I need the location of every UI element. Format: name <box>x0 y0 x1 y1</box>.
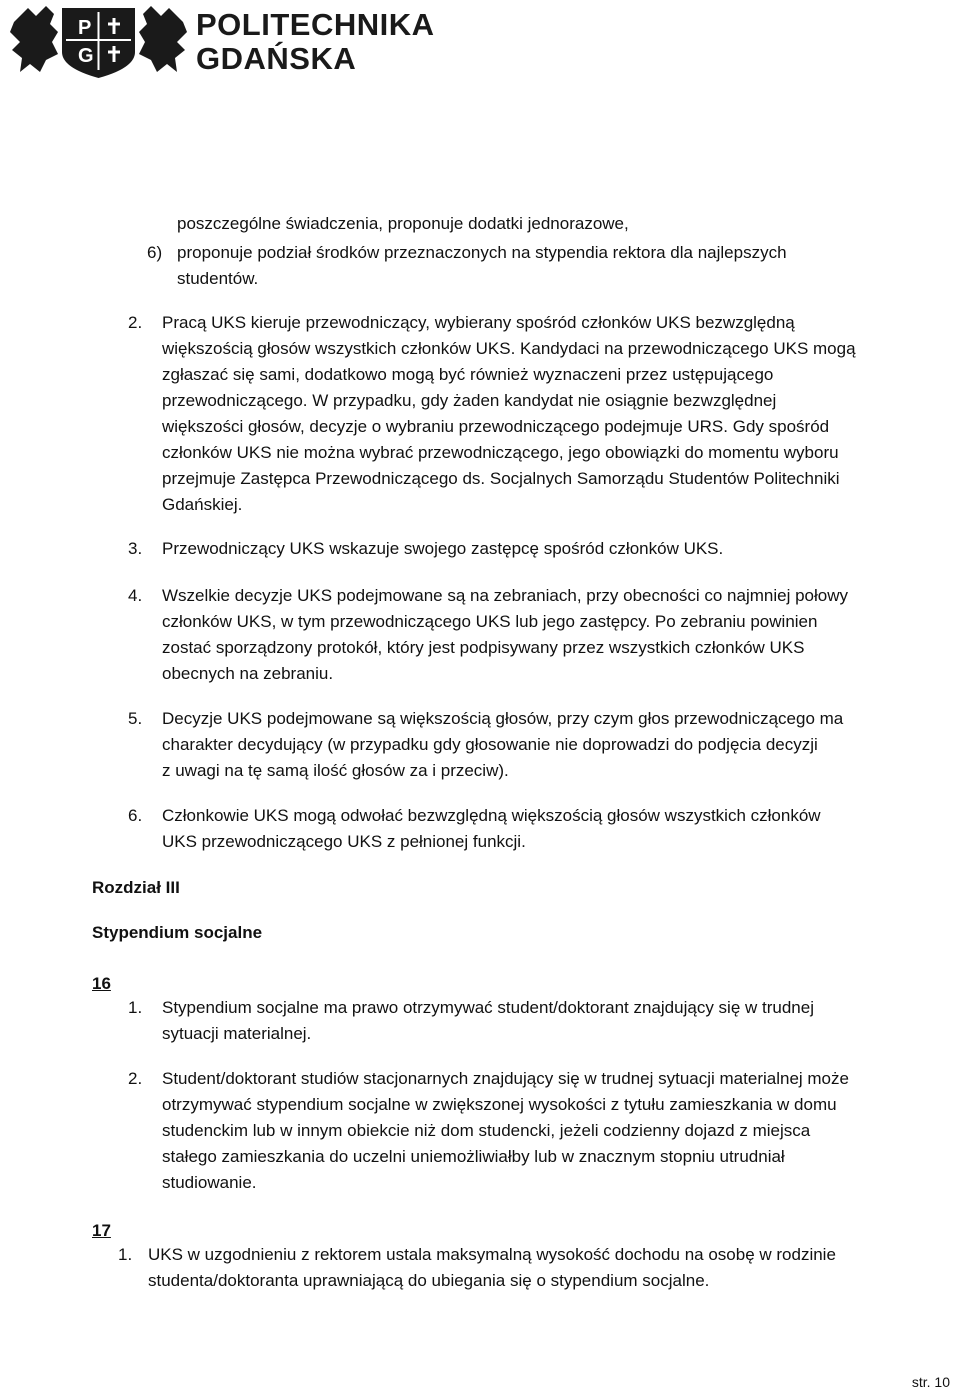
point-text: studiowanie. <box>162 1173 257 1192</box>
point-number: 6. <box>128 806 143 825</box>
point-text: zgłaszać się sami, dodatkowo mogą być również wyznaczeni przez ustępującego <box>162 365 774 384</box>
point-text: Decyzje UKS podejmowane są większością głosów, przy czym głos przewodniczącego ma <box>162 709 844 728</box>
point-text: Członkowie UKS mogą odwołać bezwzględną większością głosów wszystkich członków <box>162 806 821 825</box>
point-text: z uwagi na tę samą ilość głosów za i przeciw). <box>162 761 509 780</box>
griffin-shield-icon <box>6 2 191 80</box>
point-number: 3. <box>128 539 143 558</box>
logo-line-2: GDAŃSKA <box>196 41 357 76</box>
point-text: stałego zamieszkania do uczelni uniemożliwiałby lub w znacznym stopniu utrudniał <box>162 1147 785 1166</box>
point-text: Wszelkie decyzje UKS podejmowane są na zebraniach, przy obecności co najmniej połowy <box>162 586 849 605</box>
list-item-text: studentów. <box>177 269 259 288</box>
point-text: UKS w uzgodnieniu z rektorem ustala maksymalną wysokość dochodu na osobę w rodzinie <box>148 1245 836 1264</box>
university-logo <box>6 2 435 80</box>
point-text: Student/doktorant studiów stacjonarnych znajdujący się w trudnej sytuacji materialnej może <box>162 1069 849 1088</box>
point-number: 1. <box>118 1245 133 1264</box>
section-16-heading: 16 <box>92 974 111 993</box>
shield-letter-p: P <box>78 17 92 39</box>
point-text: UKS przewodniczącego UKS z pełnionej funkcji. <box>162 832 526 851</box>
point-text: Pracą UKS kieruje przewodniczący, wybierany spośród członków UKS bezwzględną <box>162 313 795 332</box>
page-number: str. 10 <box>911 1374 950 1390</box>
point-number: 5. <box>128 709 143 728</box>
logo-line-1: POLITECHNIKA <box>196 7 435 42</box>
point-number: 1. <box>128 998 143 1017</box>
point-text: członków UKS nie można wybrać przewodniczącego, jego obowiązki do momentu wyboru <box>162 443 839 462</box>
point-text: Przewodniczący UKS wskazuje swojego zastępcę spośród członków UKS. <box>162 539 724 558</box>
point-text: większości głosów, decyzje o wybraniu przewodniczącego podejmuje URS. Gdy spośród <box>162 417 830 436</box>
list-item-number: 6) <box>147 243 163 262</box>
point-text: większością głosów wszystkich członków UKS. Kandydaci na przewodniczącego UKS mogą <box>162 339 856 358</box>
point-number: 2. <box>128 313 143 332</box>
point-text: przewodniczącego. W przypadku, gdy żaden kandydat nie osiągnie bezwzględnej <box>162 391 777 410</box>
point-text: studenta/doktoranta uprawniającą do ubiegania się o stypendium socjalne. <box>148 1271 710 1290</box>
point-text: zostać sporządzony protokół, który jest podpisywany przez wszystkich członków UKS <box>162 638 805 657</box>
point-number: 2. <box>128 1069 143 1088</box>
point-text: członków UKS, w tym przewodniczącego UKS lub jego zastępcy. Po zebraniu powinien <box>162 612 818 631</box>
point-text: obecnych na zebraniu. <box>162 664 334 683</box>
point-number: 4. <box>128 586 143 605</box>
point-text: studenckim lub w innym obiekcie niż dom studencki, jeżeli codzienny dojazd z miejsca <box>162 1121 811 1140</box>
shield-letter-g: G <box>78 45 94 67</box>
point-text: Gdańskiej. <box>162 495 243 514</box>
point-text: otrzymywać stypendium socjalne w zwiększonej wysokości z tytułu zamieszkania w domu <box>162 1095 837 1114</box>
point-text: charakter decydujący (w przypadku gdy głosowanie nie doprowadzi do podjęcia decyzji <box>162 735 818 754</box>
point-text: sytuacji materialnej. <box>162 1024 312 1043</box>
list-item-continuation: poszczególne świadczenia, proponuje dodatki jednorazowe, <box>177 214 629 233</box>
section-17-heading: 17 <box>92 1221 111 1240</box>
chapter-title: Rozdział III <box>92 878 180 897</box>
point-text: przejmuje Zastępca Przewodniczącego ds. Socjalnych Samorządu Studentów Politechniki <box>162 469 840 488</box>
logo-wordmark <box>196 8 435 76</box>
chapter-subtitle: Stypendium socjalne <box>92 923 263 942</box>
point-text: Stypendium socjalne ma prawo otrzymywać student/doktorant znajdujący się w trudnej <box>162 998 814 1017</box>
list-item-text: proponuje podział środków przeznaczonych na stypendia rektora dla najlepszych <box>177 243 787 262</box>
